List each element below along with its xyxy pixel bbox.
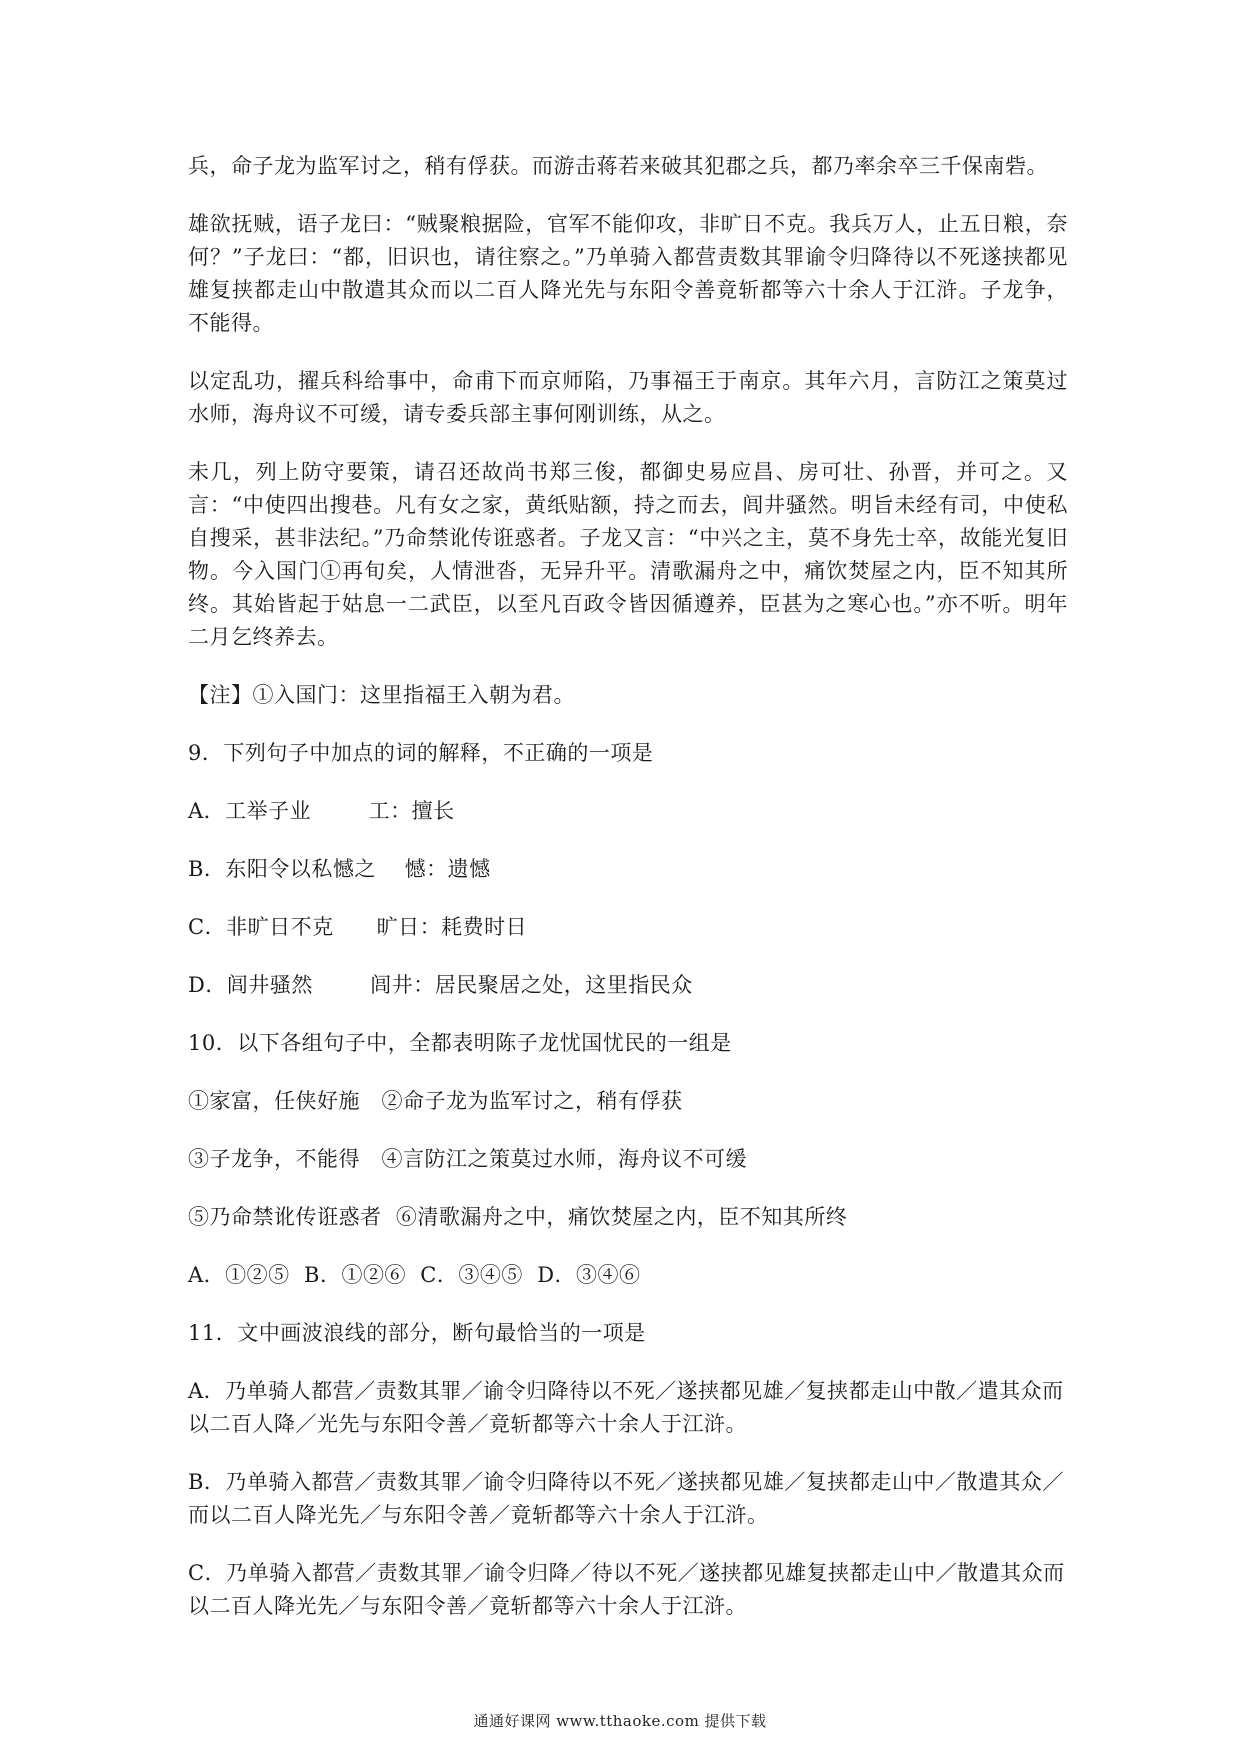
question-9-option-a: A．工举子业 工：擅长 [188,799,455,823]
question-10-row-2: ③子龙争，不能得 ④言防江之策莫过水师，海舟议不可缓 [188,1147,748,1171]
passage-paragraph-3: 以定乱功，擢兵科给事中，命甫下而京师陷，乃事福王于南京。其年六月，言防江之策莫过水师，海舟议不可缓，请专委兵部主事何刚训练，从之。 [188,369,1068,426]
question-11-option-a: A．乃单骑人都营／责数其罪／谕令归降待以不死／遂挟都见雄／复挟都走山中散／遣其众而以二百人降／光先与东阳令善／竟斩都等六十余人于江浒。 [188,1379,1064,1436]
question-9-option-c: C．非旷日不克 旷日：耗费时日 [188,915,528,939]
question-10-row-1: ①家富，任侠好施 ②命子龙为监军讨之，稍有俘获 [188,1089,683,1113]
question-11-option-b: B．乃单骑入都营／责数其罪／谕令归降待以不死／遂挟都见雄／复挟都走山中／散遣其众／而以二百人降光先／与东阳令善／竟斩都等六十余人于江浒。 [188,1470,1064,1527]
question-10-choices: A．①②⑤ B．①②⑥ C．③④⑤ D．③④⑥ [188,1263,641,1287]
question-10-stem: 10．以下各组句子中，全都表明陈子龙忧国忧民的一组是 [188,1031,732,1055]
document-page [188,150,1068,1648]
passage-paragraph-4: 未几，列上防守要策，请召还故尚书郑三俊，都御史易应昌、房可壮、孙晋，并可之。又言：“中使四出搜巷。凡有女之家，黄纸贴额，持之而去，闾井骚然。明旨未经有司，中使私自搜采，甚非法纪。”乃命禁讹传诳惑者。子龙又言：“中兴之主，莫不身先士卒，故能光复旧物。今入国门①再旬矣，人情泄沓，无异升平。清歌漏舟之中，痛饮焚屋之内，臣不知其所终。其始皆起于姑息一二武臣，以至凡百政令皆因循遵养，臣甚为之寒心也。”亦不听。明年二月乞终养去。 [188,460,1068,649]
question-10-row-3: ⑤乃命禁讹传诳惑者 ⑥清歌漏舟之中，痛饮焚屋之内，臣不知其所终 [188,1205,848,1229]
question-9-option-b: B．东阳令以私憾之 憾：遗憾 [188,857,491,881]
question-11-option-c: C．乃单骑入都营／责数其罪／谕令归降／待以不死／遂挟都见雄复挟都走山中／散遣其众而以二百人降光先／与东阳令善／竟斩都等六十余人于江浒。 [188,1561,1065,1618]
page-footer: 通通好课网 www.tthaoke.com 提供下载 [473,1712,767,1730]
passage-paragraph-1: 兵，命子龙为监军讨之，稍有俘获。而游击蒋若来破其犯郡之兵，都乃率余卒三千保南砦。 [188,154,1048,178]
passage-paragraph-2: 雄欲抚贼，语子龙曰：“贼聚粮据险，官军不能仰攻，非旷日不克。我兵万人，止五日粮，奈何？”子龙曰：“都，旧识也，请往察之。”乃单骑入都营责数其罪谕令归降待以不死遂挟都见雄复挟都走山中散遣其众而以二百人降光先与东阳令善竟斩都等六十余人于江浒。子龙争，不能得。 [188,212,1068,335]
passage-note: 【注】①入国门：这里指福王入朝为君。 [188,683,575,707]
question-9-stem: 9．下列句子中加点的词的解释，不正确的一项是 [188,741,654,765]
question-9-option-d: D．闾井骚然 闾井：居民聚居之处，这里指民众 [188,973,693,997]
question-11-stem: 11．文中画波浪线的部分，断句最恰当的一项是 [188,1321,646,1345]
